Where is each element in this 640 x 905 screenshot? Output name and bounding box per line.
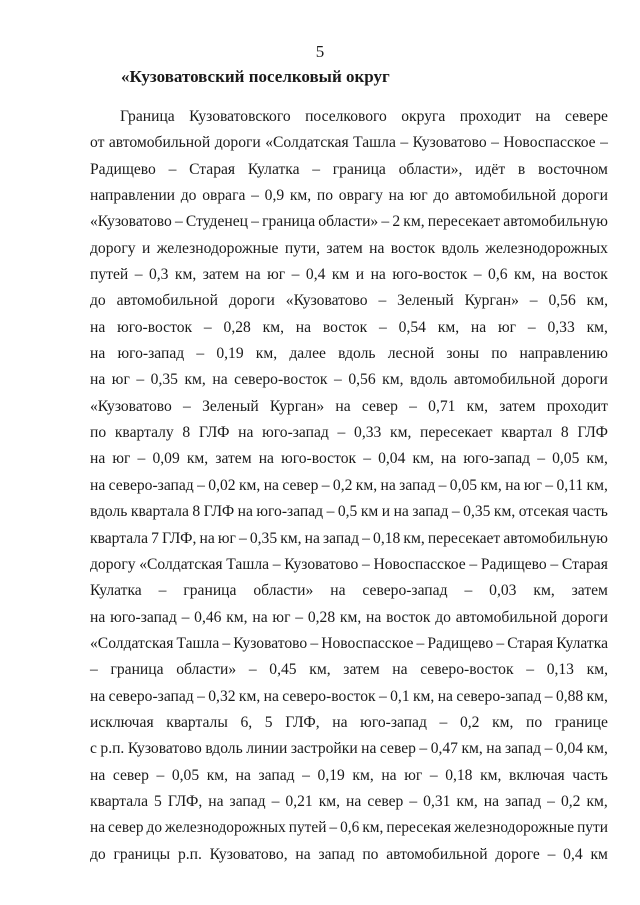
text-line: на север – 0,05 км, на запад – 0,19 км, на юг – 0,18 км, включая часть bbox=[90, 766, 608, 784]
text-line: от автомобильной дороги «Солдатская Ташла – Кузоватово – Новоспасское – bbox=[90, 134, 608, 152]
page-number: 5 bbox=[315, 42, 325, 61]
text-line: Радищево – Старая Кулатка – граница области», идёт в восточном bbox=[90, 160, 608, 178]
text-line: на юго-восток – 0,28 км, на восток – 0,54 км, на юг – 0,33 км, bbox=[90, 318, 608, 336]
text-line: на север до железнодорожных путей – 0,6 км, пересекая железнодорожные пути bbox=[90, 819, 608, 837]
text-line: на юго-запад – 0,19 км, далее вдоль лесной зоны по направлению bbox=[90, 345, 608, 363]
body-text bbox=[90, 104, 608, 868]
text-line: направлении до оврага – 0,9 км, по оврагу на юг до автомобильной дороги bbox=[90, 187, 608, 205]
text-line: на северо-запад – 0,32 км, на северо-восток – 0,1 км, на северо-запад – 0,88 км, bbox=[90, 687, 608, 705]
text-line: Граница Кузоватовского поселкового округа проходит на севере bbox=[120, 108, 608, 125]
text-line: квартала 7 ГЛФ, на юг – 0,35 км, на запад – 0,18 км, пересекает автомобильную bbox=[90, 529, 608, 547]
text-line: – граница области» – 0,45 км, затем на северо-восток – 0,13 км, bbox=[90, 661, 608, 679]
text-line: на северо-запад – 0,02 км, на север – 0,2 км, на запад – 0,05 км, на юг – 0,11 км, bbox=[90, 476, 608, 494]
text-line: вдоль квартала 8 ГЛФ на юго-запад – 0,5 км и на запад – 0,35 км, отсекая часть bbox=[90, 503, 608, 521]
text-line: «Кузоватово – Зеленый Курган» на север – 0,71 км, затем проходит bbox=[90, 397, 608, 415]
text-line: квартала 5 ГЛФ, на запад – 0,21 км, на север – 0,31 км, на запад – 0,2 км, bbox=[90, 792, 608, 810]
section-heading: «Кузоватовский поселковый округ bbox=[121, 67, 390, 86]
text-line: «Солдатская Ташла – Кузоватово – Новоспасское – Радищево – Старая Кулатка bbox=[90, 634, 608, 652]
text-line: до автомобильной дороги «Кузоватово – Зеленый Курган» – 0,56 км, bbox=[90, 292, 608, 310]
text-line: с р.п. Кузоватово вдоль линии застройки на север – 0,47 км, на запад – 0,04 км, bbox=[90, 740, 608, 758]
text-line: дорогу «Солдатская Ташла – Кузоватово – Новоспасское – Радищево – Старая bbox=[90, 555, 608, 573]
text-line: Кулатка – граница области» на северо-запад – 0,03 км, затем bbox=[90, 582, 608, 600]
text-line: на юг – 0,35 км, на северо-восток – 0,56 км, вдоль автомобильной дороги bbox=[90, 371, 608, 389]
text-line: по кварталу 8 ГЛФ на юго-запад – 0,33 км, пересекает квартал 8 ГЛФ bbox=[90, 424, 608, 442]
text-line: «Кузоватово – Студенец – граница области» – 2 км, пересекает автомобильную bbox=[90, 213, 608, 231]
text-line: на юго-запад – 0,46 км, на юг – 0,28 км, на восток до автомобильной дороги bbox=[90, 608, 608, 626]
text-line: дорогу и железнодорожные пути, затем на восток вдоль железнодорожных bbox=[90, 239, 608, 257]
text-line: до границы р.п. Кузоватово, на запад по автомобильной дороге – 0,4 км bbox=[90, 845, 608, 863]
text-line: путей – 0,3 км, затем на юг – 0,4 км и на юго-восток – 0,6 км, на восток bbox=[90, 266, 608, 284]
text-line: на юг – 0,09 км, затем на юго-восток – 0,04 км, на юго-запад – 0,05 км, bbox=[90, 450, 608, 468]
text-line: исключая кварталы 6, 5 ГЛФ, на юго-запад – 0,2 км, по границе bbox=[90, 713, 608, 731]
